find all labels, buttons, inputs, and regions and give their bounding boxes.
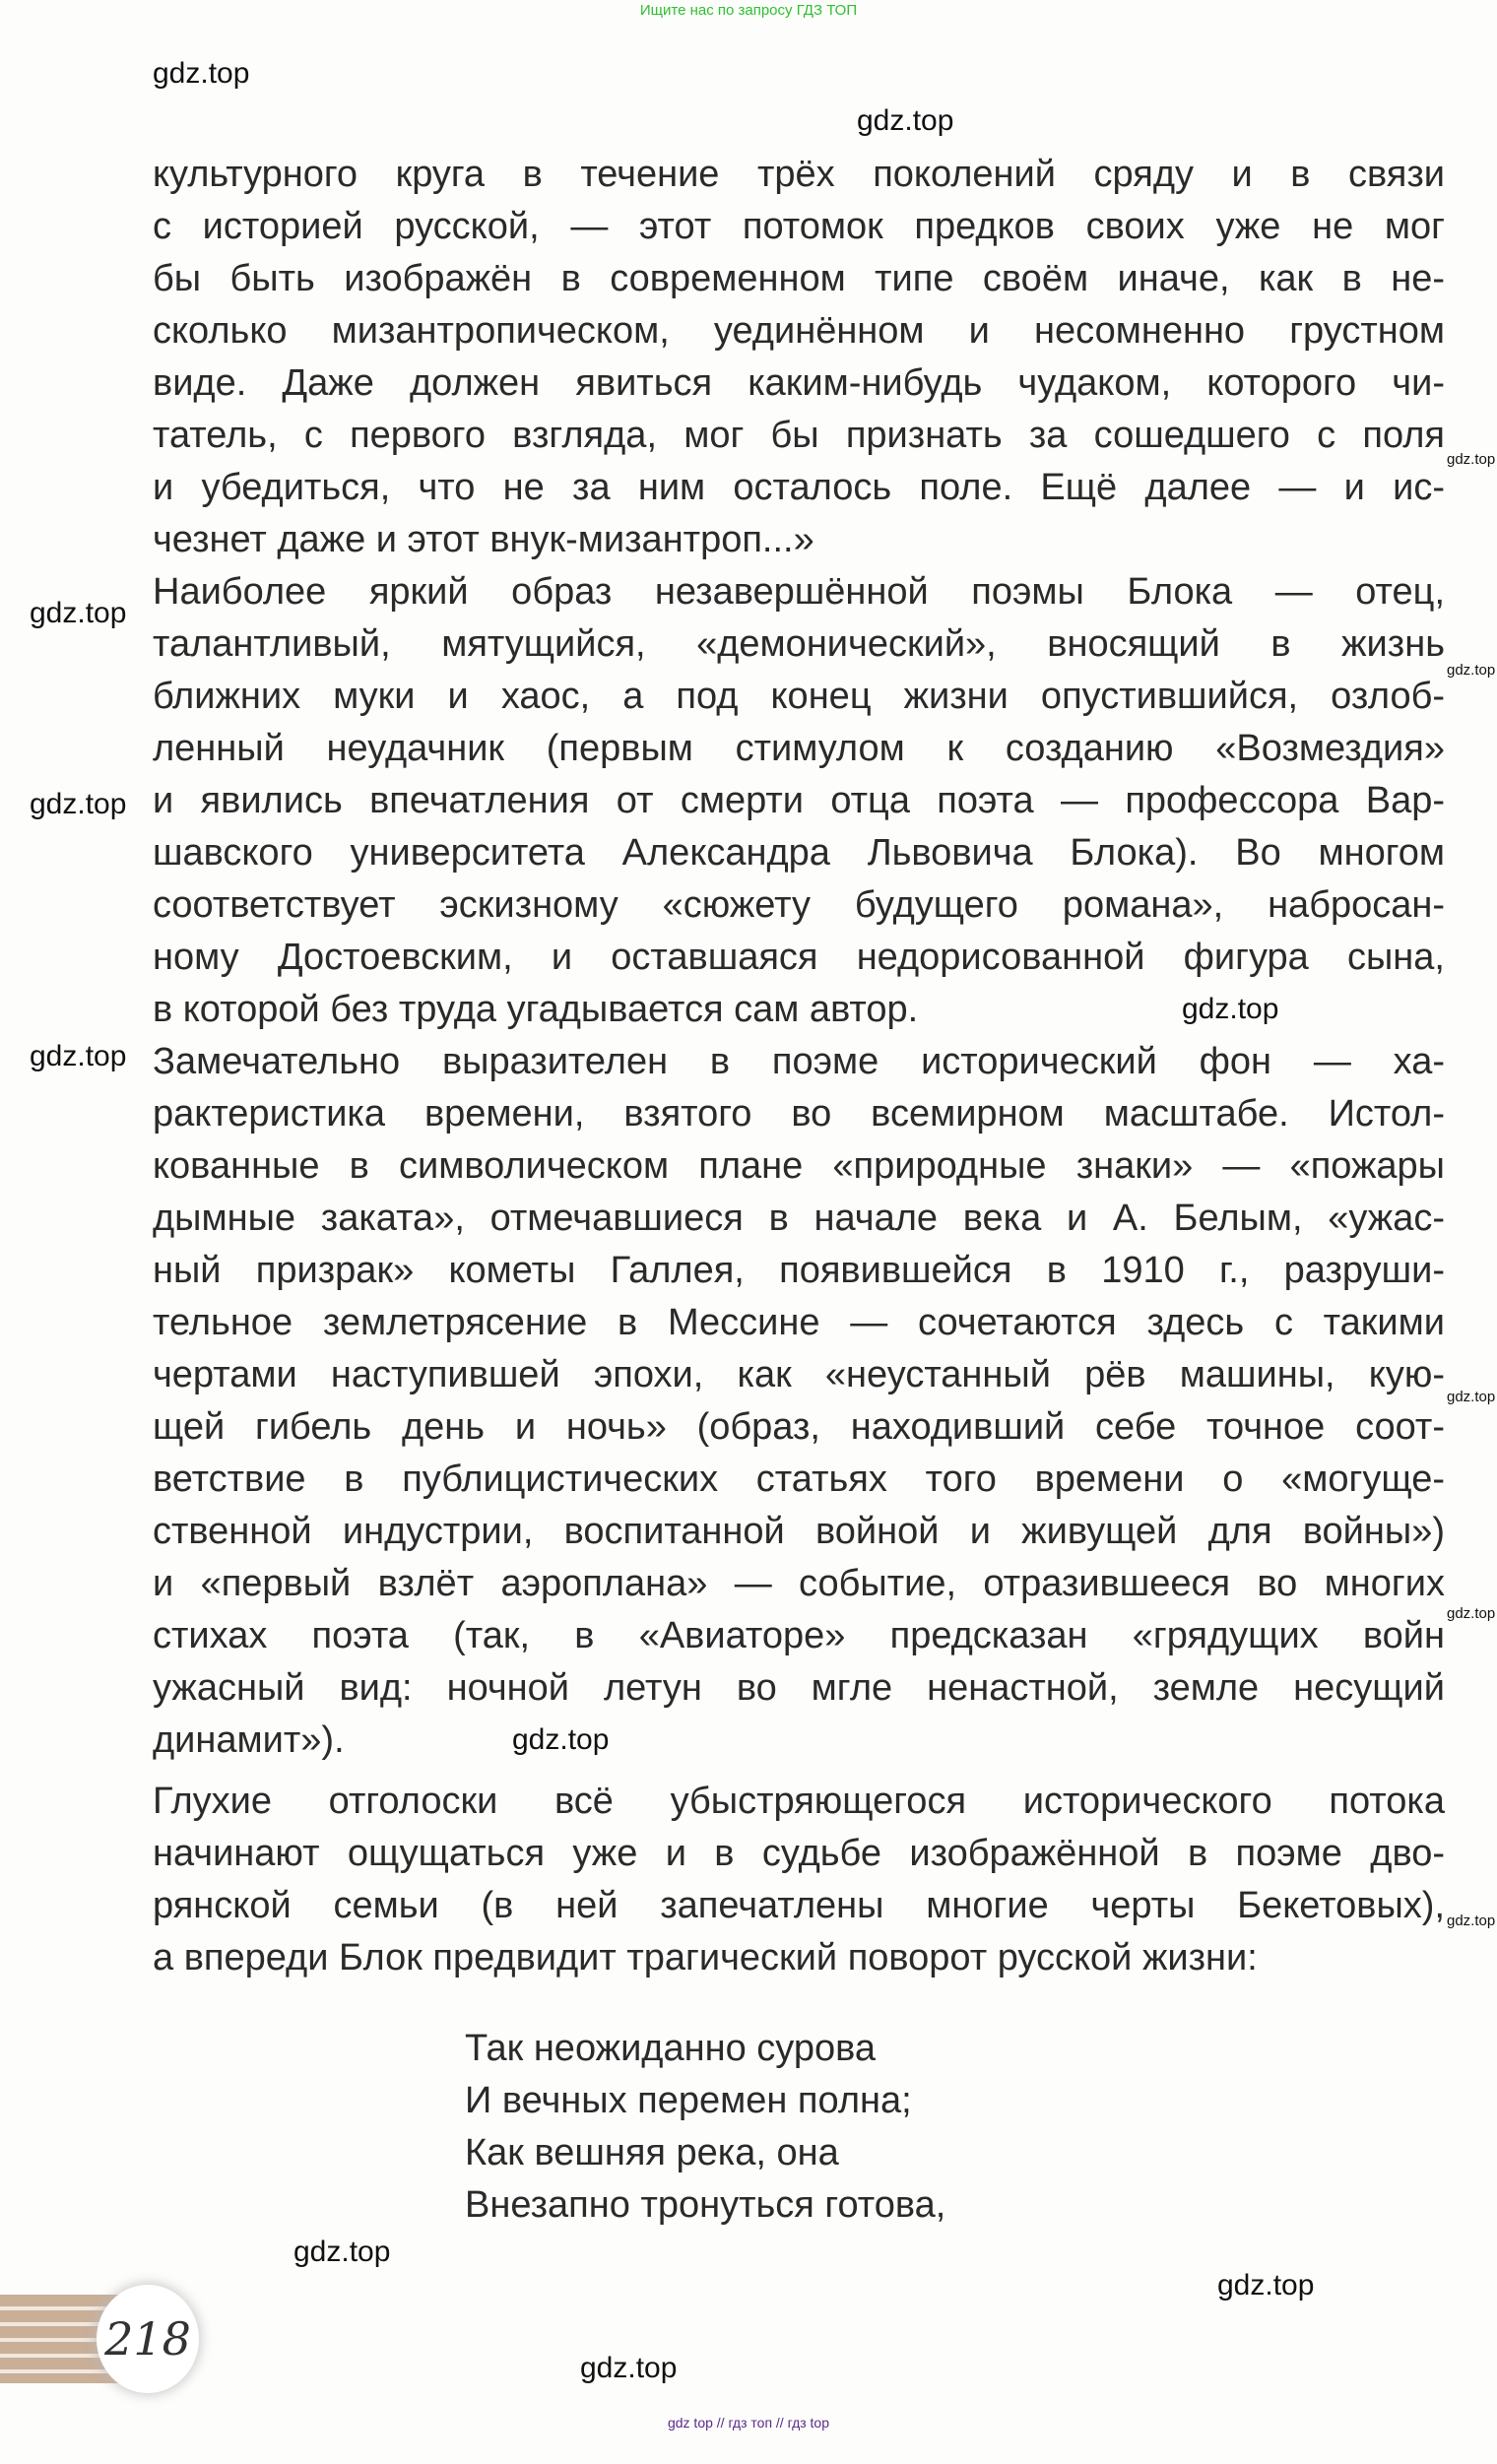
watermark: gdz.top — [1447, 451, 1496, 468]
text-line: а впереди Блок предвидит трагический поворот русской жизни: — [153, 1937, 1258, 1978]
text-line: тельное землетрясение в Мессине — сочетаются здесь с такими — [153, 1302, 1445, 1343]
text-line: Наиболее яркий образ незавершённой поэмы Блока — отец, — [153, 571, 1445, 613]
text-line: ближних муки и хаос, а под конец жизни опустившийся, озлоб- — [153, 676, 1445, 717]
footer-links[interactable]: gdz top // гдз топ // гдз top — [667, 2415, 830, 2431]
watermark: gdz.top — [1447, 1389, 1496, 1405]
watermark: gdz.top — [30, 1040, 127, 1072]
watermark: gdz.top — [1217, 2269, 1315, 2302]
poem-line: Внезапно тронуться готова, — [465, 2184, 946, 2226]
poem-line: Так неожиданно сурова — [465, 2028, 876, 2069]
watermark: gdz.top — [1447, 1913, 1496, 1929]
text-line: ветствие в публицистических статьях того времени о «могуще- — [153, 1459, 1445, 1500]
body-text — [153, 149, 1445, 1984]
text-line: и убедиться, что не за ним осталось поле. Ещё далее — и ис- — [153, 467, 1445, 508]
watermark: gdz.top — [30, 788, 127, 820]
text-line: Глухие отголоски всё убыстряющегося исторического потока — [153, 1781, 1445, 1822]
text-line: шавского университета Александра Львовича Блока). Во многом — [153, 832, 1445, 874]
text-line: кованные в символическом плане «природные знаки» — «пожары — [153, 1145, 1445, 1187]
text-line: ужасный вид: ночной летун во мгле ненастной, земле несущий — [153, 1667, 1445, 1709]
text-line: бы быть изображён в современном типе своём иначе, как в не- — [153, 258, 1445, 299]
poem-line: Как вешняя река, она — [465, 2132, 839, 2173]
text-line: соответствует эскизному «сюжету будущего романа», набросан- — [153, 884, 1445, 926]
text-line: начинают ощущаться уже и в судьбе изображённой в поэме дво- — [153, 1833, 1445, 1874]
text-line: чезнет даже и этот внук-мизантроп...» — [153, 519, 814, 560]
watermark: gdz.top — [1182, 993, 1279, 1025]
text-line: Замечательно выразителен в поэме исторический фон — ха- — [153, 1041, 1445, 1082]
text-line: ному Достоевским, и оставшаяся недорисованной фигура сына, — [153, 937, 1445, 978]
text-line: дымные заката», отмечавшиеся в начале века и А. Белым, «ужас- — [153, 1198, 1445, 1239]
text-line: стихах поэта (так, в «Авиаторе» предсказан «грядущих войн — [153, 1615, 1445, 1656]
search-banner[interactable]: Ищите нас по запросу ГДЗ ТОП — [639, 2, 858, 19]
text-line: рактеристика времени, взятого во всемирном масштабе. Истол- — [153, 1093, 1445, 1135]
page-number: 218 — [97, 2285, 199, 2393]
watermark: gdz.top — [30, 597, 127, 629]
text-line: ный призрак» кометы Галлея, появившейся в 1910 г., разруши- — [153, 1250, 1445, 1291]
watermark: gdz.top — [580, 2352, 678, 2384]
text-line: рянской семьи (в ней запечатлены многие черты Бекетовых), — [153, 1885, 1445, 1926]
text-line: и явились впечатления от смерти отца поэта — профессора Вар- — [153, 780, 1445, 821]
watermark: gdz.top — [1447, 1605, 1496, 1622]
text-line: с историей русской, — этот потомок предков своих уже не мог — [153, 206, 1445, 247]
watermark: gdz.top — [1447, 662, 1496, 679]
text-line: виде. Даже должен явиться каким-нибудь чудаком, которого чи- — [153, 362, 1445, 404]
text-line: и «первый взлёт аэроплана» — событие, отразившееся во многих — [153, 1563, 1445, 1604]
poem-quote — [465, 2023, 945, 2232]
watermark: gdz.top — [293, 2236, 391, 2268]
text-line: сколько мизантропическом, уединённом и несомненно грустном — [153, 310, 1445, 352]
text-line: ленный неудачник (первым стимулом к созданию «Возмездия» — [153, 728, 1445, 769]
text-line: в которой без труда угадывается сам автор. — [153, 989, 919, 1030]
text-line: культурного круга в течение трёх поколений сряду и в связи — [153, 154, 1445, 195]
text-line: талантливый, мятущийся, «демонический», вносящий в жизнь — [153, 623, 1445, 665]
watermark: gdz.top — [153, 57, 250, 90]
text-line: динамит»). — [153, 1719, 345, 1761]
text-line: чертами наступившей эпохи, как «неустанный рёв машины, кую- — [153, 1354, 1445, 1395]
text-line: татель, с первого взгляда, мог бы признать за сошедшего с поля — [153, 415, 1445, 456]
poem-line: И вечных перемен полна; — [465, 2080, 912, 2121]
watermark: gdz.top — [857, 104, 954, 137]
text-line: ственной индустрии, воспитанной войной и живущей для войны») — [153, 1511, 1445, 1552]
text-line: щей гибель день и ночь» (образ, находивший себе точное соот- — [153, 1406, 1445, 1448]
watermark: gdz.top — [512, 1723, 610, 1756]
